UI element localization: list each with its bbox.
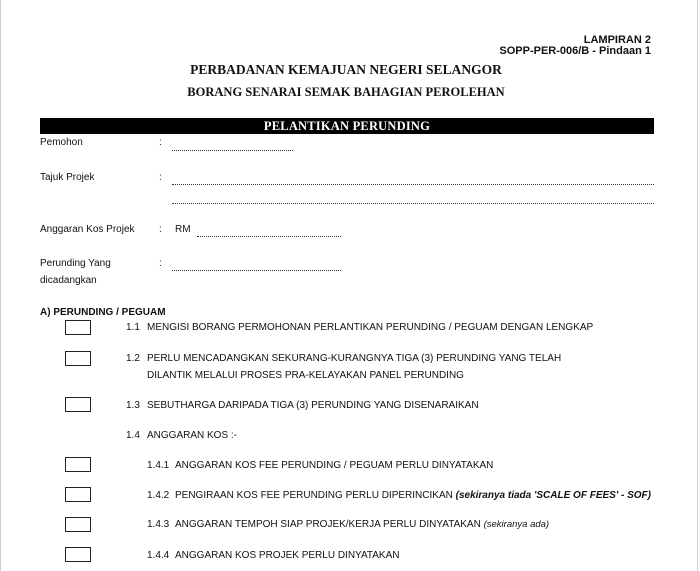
section-bar-pelantikan-perunding: PELANTIKAN PERUNDING	[40, 118, 654, 134]
checkbox-1-4-1[interactable]	[65, 457, 91, 472]
item-text-1-2: PERLU MENCADANGKAN SEKURANG-KURANGNYA TIGA (3) PERUNDING YANG TELAH	[147, 353, 562, 364]
checkbox-1-1[interactable]	[65, 320, 91, 335]
lampiran-label: LAMPIRAN 2	[583, 34, 651, 46]
item-number-1-2: 1.2	[126, 353, 140, 364]
checkbox-1-4-3[interactable]	[65, 517, 91, 532]
section-a-heading: A) PERUNDING / PEGUAM	[40, 307, 166, 318]
item-note-1-4-2: (sekiranya tiada 'SCALE OF FEES' - SOF)	[455, 490, 651, 501]
tajuk-projek-label: Tajuk Projek	[40, 172, 95, 183]
anggaran-kos-field[interactable]	[197, 236, 341, 237]
perunding-label-line2: dicadangkan	[40, 275, 97, 286]
checkbox-1-4-4[interactable]	[65, 547, 91, 562]
item-number-1-3: 1.3	[126, 400, 140, 411]
item-text-1-4-3	[175, 519, 549, 530]
anggaran-kos-label: Anggaran Kos Projek	[40, 224, 135, 235]
perunding-colon: :	[159, 258, 162, 269]
organisation-title: PERBADANAN KEMAJUAN NEGERI SELANGOR	[190, 62, 502, 77]
item-number-1-4: 1.4	[126, 430, 140, 441]
item-text-1-1: MENGISI BORANG PERMOHONAN PERLANTIKAN PERUNDING / PEGUAM DENGAN LENGKAP	[147, 322, 594, 333]
pemohon-label: Pemohon	[40, 137, 83, 148]
tajuk-projek-colon: :	[159, 172, 162, 183]
tajuk-projek-field-line2[interactable]	[172, 203, 654, 204]
anggaran-kos-colon: :	[159, 224, 162, 235]
rm-label: RM	[175, 224, 191, 235]
tajuk-projek-field-line1[interactable]	[172, 184, 654, 185]
item-text-1-2-line2: DILANTIK MELALUI PROSES PRA-KELAYAKAN PANEL PERUNDING	[147, 370, 464, 381]
item-number-1-4-3: 1.4.3	[147, 519, 170, 530]
item-text-1-4-3-main: ANGGARAN TEMPOH SIAP PROJEK/KERJA PERLU DINYATAKAN	[175, 519, 481, 530]
perunding-label-line1: Perunding Yang	[40, 258, 111, 269]
item-number-1-4-4: 1.4.4	[147, 550, 170, 561]
checkbox-1-4-2[interactable]	[65, 487, 91, 502]
item-number-1-4-1: 1.4.1	[147, 460, 170, 471]
item-text-1-4-1: ANGGARAN KOS FEE PERUNDING / PEGUAM PERLU DINYATAKAN	[175, 460, 494, 471]
item-text-1-3: SEBUTHARGA DARIPADA TIGA (3) PERUNDING YANG DISENARAIKAN	[147, 400, 479, 411]
checkbox-1-2[interactable]	[65, 351, 91, 366]
perunding-field[interactable]	[172, 270, 341, 271]
document-code: SOPP-PER-006/B - Pindaan 1	[499, 45, 651, 57]
item-note-1-4-3: (sekiranya ada)	[483, 519, 550, 530]
item-text-1-4-2-main: PENGIRAAN KOS FEE PERUNDING PERLU DIPERINCIKAN	[175, 490, 453, 501]
item-number-1-1: 1.1	[126, 322, 140, 333]
item-number-1-4-2: 1.4.2	[147, 490, 170, 501]
item-text-1-4-4: ANGGARAN KOS PROJEK PERLU DINYATAKAN	[175, 550, 400, 561]
form-title: BORANG SENARAI SEMAK BAHAGIAN PEROLEHAN	[187, 85, 505, 99]
item-text-1-4-2	[175, 490, 651, 501]
pemohon-field[interactable]	[172, 150, 293, 151]
item-text-1-4: ANGGARAN KOS :-	[147, 430, 238, 441]
checkbox-1-3[interactable]	[65, 397, 91, 412]
pemohon-colon: :	[159, 137, 162, 148]
